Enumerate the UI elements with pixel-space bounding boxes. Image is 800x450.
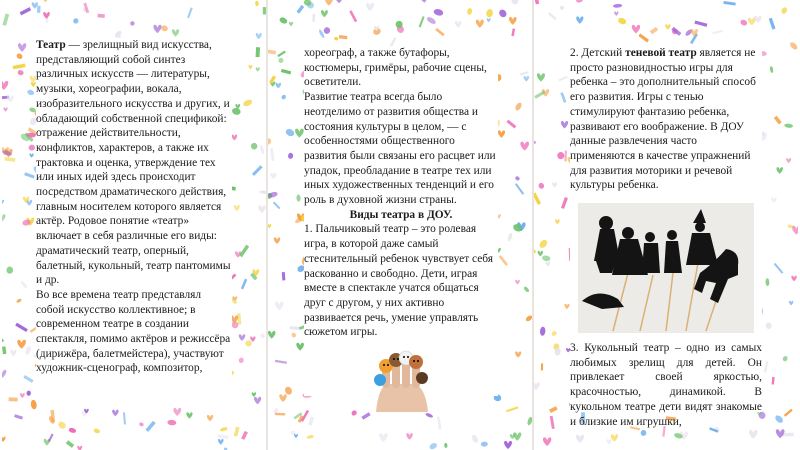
- streamer-confetti-icon: [515, 183, 524, 195]
- streamer-confetti-icon: [290, 326, 300, 330]
- dot-confetti-icon: [498, 8, 508, 19]
- heart-confetti-icon: [275, 302, 284, 311]
- heart-confetti-icon: [252, 392, 256, 397]
- dot-confetti-icon: [765, 322, 772, 329]
- dot-confetti-icon: [285, 128, 296, 138]
- heart-confetti-icon: [379, 433, 388, 442]
- dot-confetti-icon: [57, 420, 67, 430]
- dot-confetti-icon: [525, 314, 532, 322]
- streamer-confetti-icon: [270, 148, 274, 161]
- streamer-confetti-icon: [15, 323, 28, 332]
- heart-confetti-icon: [2, 370, 6, 378]
- heart-confetti-icon: [576, 435, 584, 443]
- heart-confetti-icon: [534, 382, 540, 390]
- heart-confetti-icon: [248, 65, 252, 69]
- heart-confetti-icon: [509, 17, 517, 25]
- heart-confetti-icon: [32, 2, 38, 8]
- dot-confetti-icon: [350, 409, 357, 416]
- heart-confetti-icon: [294, 434, 298, 438]
- streamer-confetti-icon: [2, 346, 6, 354]
- heart-confetti-icon: [520, 142, 529, 151]
- streamer-confetti-icon: [541, 363, 543, 370]
- heart-confetti-icon: [2, 214, 6, 221]
- streamer-confetti-icon: [435, 28, 444, 36]
- dot-confetti-icon: [511, 0, 518, 4]
- streamer-confetti-icon: [2, 13, 9, 25]
- dot-confetti-icon: [27, 89, 35, 96]
- dot-confetti-icon: [640, 430, 646, 436]
- dot-confetti-icon: [485, 8, 493, 18]
- dot-confetti-icon: [129, 20, 135, 26]
- heart-confetti-icon: [268, 224, 271, 228]
- dot-confetti-icon: [278, 58, 284, 64]
- dot-confetti-icon: [428, 442, 438, 450]
- heart-confetti-icon: [250, 336, 255, 342]
- heart-confetti-icon: [576, 16, 583, 23]
- dot-confetti-icon: [467, 8, 473, 15]
- heart-confetti-icon: [2, 200, 4, 204]
- dot-confetti-icon: [16, 298, 22, 303]
- heart-confetti-icon: [231, 134, 237, 140]
- dot-confetti-icon: [268, 137, 272, 146]
- dot-confetti-icon: [784, 123, 793, 128]
- streamer-confetti-icon: [772, 377, 775, 385]
- streamer-confetti-icon: [511, 28, 515, 36]
- heart-confetti-icon: [455, 21, 461, 28]
- dot-confetti-icon: [542, 255, 551, 262]
- heart-confetti-icon: [487, 18, 491, 22]
- heart-confetti-icon: [258, 205, 265, 213]
- streamer-confetti-icon: [774, 116, 782, 125]
- heart-confetti-icon: [10, 350, 16, 356]
- dot-confetti-icon: [444, 443, 448, 448]
- dot-confetti-icon: [238, 357, 244, 364]
- heart-confetti-icon: [538, 251, 543, 257]
- streamer-confetti-icon: [308, 417, 314, 426]
- brochure-panel-1: [2, 0, 266, 450]
- heart-confetti-icon: [289, 22, 293, 26]
- heart-confetti-icon: [20, 393, 25, 398]
- heart-confetti-icon: [560, 6, 564, 11]
- heart-confetti-icon: [543, 437, 551, 446]
- streamer-confetti-icon: [561, 197, 568, 209]
- streamer-confetti-icon: [9, 397, 18, 401]
- streamer-confetti-icon: [277, 50, 286, 57]
- heart-confetti-icon: [792, 226, 798, 235]
- heart-confetti-icon: [29, 153, 33, 157]
- streamer-confetti-icon: [361, 412, 370, 420]
- dot-confetti-icon: [514, 102, 523, 112]
- dot-confetti-icon: [515, 176, 521, 182]
- heart-confetti-icon: [42, 0, 48, 2]
- streamer-confetti-icon: [217, 434, 228, 439]
- dot-confetti-icon: [281, 94, 287, 100]
- dot-confetti-icon: [613, 4, 623, 9]
- dot-confetti-icon: [540, 326, 546, 336]
- heart-confetti-icon: [239, 334, 245, 341]
- heart-confetti-icon: [279, 394, 286, 402]
- shadow-theatre-text: [570, 46, 762, 193]
- finger-theatre-text: 1. Пальчиковый театр – это ролевая игра, в которой даже самый стеснительный ребенок чувствует себя раскованно и свободно. Дети, играя вместе в спектакле учатся общаться друг с другом, у них активно развивается речь, умение управлять сюжетом игры.: [304, 223, 494, 339]
- streamer-confetti-icon: [349, 10, 357, 22]
- heart-confetti-icon: [791, 276, 796, 282]
- streamer-confetti-icon: [256, 47, 260, 57]
- dot-confetti-icon: [789, 41, 798, 51]
- streamer-confetti-icon: [549, 406, 558, 413]
- heart-confetti-icon: [256, 33, 262, 39]
- dot-confetti-icon: [26, 391, 31, 396]
- streamer-confetti-icon: [4, 157, 15, 162]
- streamer-confetti-icon: [723, 1, 735, 5]
- dot-confetti-icon: [17, 69, 24, 75]
- heart-confetti-icon: [632, 25, 640, 34]
- streamer-confetti-icon: [784, 409, 793, 417]
- heart-confetti-icon: [296, 343, 304, 351]
- heart-confetti-icon: [17, 340, 26, 349]
- streamer-confetti-icon: [97, 14, 105, 18]
- heart-confetti-icon: [268, 331, 275, 339]
- dot-confetti-icon: [765, 278, 769, 286]
- streamer-confetti-icon: [550, 416, 555, 429]
- dot-confetti-icon: [537, 182, 545, 190]
- dot-confetti-icon: [782, 355, 788, 362]
- crew-continued: хореограф, а также бутафоры, костюмеры, гримёры, рабочие сцены, осветители.: [304, 47, 487, 89]
- heart-confetti-icon: [555, 219, 560, 224]
- heart-confetti-icon: [186, 412, 192, 418]
- shadow-body: является не просто разновидностью игры для ребенка – это дополнительный способ его развития. Игры с тенью стимулируют фантазию ребенка, развивают его воображение. В ДОУ данные развлечения часто применяются в качестве упражнений для развития моторики и речевой культуры ребенка.: [570, 47, 756, 192]
- panel-2-text: [304, 46, 498, 396]
- streamer-confetti-icon: [187, 7, 193, 18]
- streamer-confetti-icon: [37, 6, 41, 13]
- heart-confetti-icon: [321, 10, 328, 17]
- streamer-confetti-icon: [241, 431, 248, 440]
- puppet-theatre-text: 3. Кукольный театр – одно из самых любимых зрелищ для детей. Он привлекает своей яркостью, красочностью, динамикой. В кукольном театре дети видят знакомые и близкие им игрушки,: [570, 342, 762, 428]
- streamer-confetti-icon: [712, 30, 723, 35]
- dot-confetti-icon: [433, 8, 444, 16]
- theatre-collective: Во все времена театр представлял собой искусство коллективное; в современном театре в создании спектакля, помимо актёров и режиссёра (дирижёра, балетмейстера), участвуют художник-сценограф, композитор,: [36, 288, 231, 375]
- heart-confetti-icon: [254, 397, 261, 404]
- streamer-confetti-icon: [560, 92, 566, 103]
- heart-confetti-icon: [295, 129, 304, 138]
- heart-confetti-icon: [786, 158, 791, 163]
- dot-confetti-icon: [512, 223, 523, 233]
- streamer-confetti-icon: [48, 434, 54, 442]
- streamer-confetti-icon: [273, 201, 281, 209]
- dot-confetti-icon: [288, 152, 294, 159]
- brochure-panel-3: [534, 0, 798, 450]
- dot-confetti-icon: [507, 232, 514, 242]
- heart-confetti-icon: [31, 82, 36, 87]
- heart-confetti-icon: [749, 430, 758, 439]
- dot-confetti-icon: [167, 420, 176, 426]
- shadow-prefix: 2. Детский: [570, 47, 626, 59]
- dot-confetti-icon: [523, 286, 530, 293]
- streamer-confetti-icon: [312, 14, 315, 22]
- dot-confetti-icon: [425, 412, 434, 418]
- dot-confetti-icon: [307, 435, 315, 439]
- dot-confetti-icon: [93, 428, 101, 434]
- dot-confetti-icon: [527, 416, 532, 425]
- brochure-panel-2: [268, 0, 532, 450]
- theatre-development: Развитие театра всегда было неотделимо от развития общества и состояния культуры в целом, — с особенностями общественного развития были связаны его расцвет или упадок, преобладание в театре тех или иных художественных тенденций и его роль в духовной жизни страны.: [304, 91, 496, 207]
- streamer-confetti-icon: [20, 7, 32, 15]
- heart-confetti-icon: [665, 24, 670, 30]
- heart-confetti-icon: [504, 441, 512, 449]
- dot-confetti-icon: [231, 107, 241, 116]
- streamer-confetti-icon: [534, 139, 536, 144]
- streamer-confetti-icon: [534, 0, 539, 4]
- heart-confetti-icon: [2, 81, 8, 90]
- streamer-confetti-icon: [564, 151, 567, 162]
- heart-confetti-icon: [537, 73, 545, 81]
- dot-confetti-icon: [557, 151, 565, 159]
- streamer-confetti-icon: [66, 440, 74, 448]
- heart-confetti-icon: [218, 439, 224, 445]
- heart-confetti-icon: [524, 76, 530, 82]
- streamer-confetti-icon: [650, 27, 658, 35]
- streamer-confetti-icon: [437, 416, 442, 429]
- shadow-puppets-photo: [578, 203, 754, 333]
- heart-confetti-icon: [18, 43, 26, 52]
- dot-confetti-icon: [279, 16, 289, 25]
- dot-confetti-icon: [28, 144, 35, 151]
- dot-confetti-icon: [739, 19, 748, 27]
- heart-confetti-icon: [545, 261, 550, 266]
- heart-confetti-icon: [614, 11, 618, 16]
- streamer-confetti-icon: [123, 412, 126, 424]
- streamer-confetti-icon: [14, 414, 23, 419]
- heart-confetti-icon: [515, 280, 520, 285]
- dot-confetti-icon: [30, 399, 37, 409]
- dot-confetti-icon: [769, 66, 773, 73]
- streamer-confetti-icon: [145, 421, 155, 432]
- heart-confetti-icon: [335, 0, 343, 3]
- heart-confetti-icon: [776, 167, 782, 174]
- dot-confetti-icon: [780, 6, 788, 14]
- dot-confetti-icon: [68, 427, 77, 434]
- heart-confetti-icon: [498, 130, 505, 137]
- dot-confetti-icon: [160, 25, 168, 33]
- heart-confetti-icon: [3, 107, 7, 111]
- dot-confetti-icon: [291, 332, 297, 338]
- heart-confetti-icon: [776, 429, 785, 438]
- streamer-confetti-icon: [638, 33, 649, 42]
- heart-confetti-icon: [77, 446, 82, 450]
- heart-confetti-icon: [366, 3, 374, 11]
- heart-confetti-icon: [607, 439, 612, 444]
- dot-confetti-icon: [538, 238, 549, 249]
- dot-confetti-icon: [576, 0, 584, 3]
- heart-confetti-icon: [234, 205, 240, 211]
- dot-confetti-icon: [260, 333, 266, 339]
- heart-confetti-icon: [611, 434, 618, 441]
- dot-confetti-icon: [334, 37, 339, 41]
- heart-confetti-icon: [2, 437, 6, 442]
- section-title-kinds: Виды театра в ДОУ.: [349, 208, 453, 221]
- streamer-confetti-icon: [339, 35, 348, 39]
- dot-confetti-icon: [242, 98, 253, 107]
- finger-puppets-photo: [366, 350, 436, 412]
- streamer-confetti-icon: [534, 243, 536, 254]
- theatre-intro: — зрелищный вид искусства, представляющий собой синтез различных искусств — литературы, музыки, хореографии, вокала, изобразительного искусства и других, и обладающий собственной спецификой: отражение действительности, конфликтов, характеров, а также их трактовка и оценка, утверждение тех или иных идей здесь происходит посредством драматического действия, главным носителем которого является актёр. Родовое понятие «театр» включает в себя различные его виды: драматический театр, оперный, балетный, кукольный, театр пантомимы и др.: [36, 39, 231, 287]
- panel-3-text: [570, 46, 762, 428]
- heart-confetti-icon: [406, 433, 412, 440]
- heart-confetti-icon: [789, 301, 794, 306]
- term-theatre: Театр: [36, 39, 66, 51]
- heart-confetti-icon: [274, 237, 280, 244]
- term-shadow-theatre: теневой театр: [625, 47, 697, 59]
- theatre-definition: [36, 38, 232, 288]
- streamer-confetti-icon: [21, 281, 28, 288]
- dot-confetti-icon: [551, 330, 558, 337]
- dot-confetti-icon: [255, 1, 259, 7]
- dot-confetti-icon: [296, 194, 300, 201]
- streamer-confetti-icon: [2, 332, 4, 342]
- streamer-confetti-icon: [282, 272, 286, 280]
- streamer-confetti-icon: [499, 255, 508, 266]
- streamer-confetti-icon: [534, 193, 541, 205]
- heart-confetti-icon: [754, 16, 761, 23]
- dot-confetti-icon: [251, 142, 258, 150]
- streamer-confetti-icon: [275, 413, 285, 416]
- streamer-confetti-icon: [281, 69, 291, 75]
- heart-confetti-icon: [325, 0, 333, 6]
- dot-confetti-icon: [16, 52, 24, 60]
- dot-confetti-icon: [139, 422, 145, 427]
- streamer-confetti-icon: [558, 76, 567, 82]
- dot-confetti-icon: [259, 145, 264, 155]
- streamer-confetti-icon: [419, 16, 425, 27]
- heart-confetti-icon: [153, 25, 161, 33]
- dot-confetti-icon: [471, 434, 480, 444]
- streamer-confetti-icon: [769, 18, 776, 30]
- streamer-confetti-icon: [252, 165, 263, 176]
- streamer-confetti-icon: [419, 0, 427, 3]
- streamer-confetti-icon: [506, 406, 519, 412]
- heart-confetti-icon: [256, 67, 260, 71]
- streamer-confetti-icon: [296, 5, 304, 14]
- heart-confetti-icon: [552, 182, 557, 187]
- dot-confetti-icon: [323, 26, 331, 34]
- heart-confetti-icon: [748, 18, 756, 26]
- dot-confetti-icon: [774, 414, 785, 424]
- dot-confetti-icon: [220, 426, 229, 432]
- streamer-confetti-icon: [263, 7, 266, 14]
- dot-confetti-icon: [426, 16, 437, 26]
- streamer-confetti-icon: [506, 120, 516, 129]
- streamer-confetti-icon: [24, 172, 35, 178]
- heart-confetti-icon: [270, 173, 276, 179]
- streamer-confetti-icon: [268, 49, 276, 54]
- streamer-confetti-icon: [241, 279, 247, 290]
- streamer-confetti-icon: [239, 245, 249, 258]
- streamer-confetti-icon: [774, 263, 784, 274]
- heart-confetti-icon: [564, 304, 569, 309]
- heart-confetti-icon: [561, 121, 568, 128]
- panel-1-text: [36, 38, 232, 396]
- heart-confetti-icon: [476, 20, 484, 28]
- dot-confetti-icon: [617, 17, 627, 26]
- heart-confetti-icon: [112, 410, 118, 417]
- heart-confetti-icon: [510, 434, 515, 439]
- dot-confetti-icon: [481, 442, 488, 447]
- heart-confetti-icon: [7, 95, 14, 102]
- dot-confetti-icon: [24, 346, 32, 356]
- heart-confetti-icon: [172, 29, 179, 36]
- dot-confetti-icon: [6, 266, 13, 274]
- heart-confetti-icon: [173, 408, 181, 416]
- streamer-confetti-icon: [275, 360, 287, 364]
- streamer-confetti-icon: [13, 64, 26, 70]
- streamer-confetti-icon: [694, 21, 707, 27]
- heart-confetti-icon: [515, 351, 521, 357]
- streamer-confetti-icon: [548, 12, 556, 19]
- heart-confetti-icon: [207, 415, 213, 421]
- heart-confetti-icon: [276, 83, 282, 89]
- dot-confetti-icon: [259, 190, 266, 194]
- streamer-confetti-icon: [764, 361, 769, 373]
- dot-confetti-icon: [284, 386, 294, 396]
- streamer-confetti-icon: [520, 71, 528, 76]
- dot-confetti-icon: [245, 340, 251, 346]
- heart-confetti-icon: [771, 197, 776, 203]
- dot-confetti-icon: [72, 17, 79, 24]
- streamer-confetti-icon: [23, 375, 33, 383]
- streamer-confetti-icon: [234, 427, 240, 437]
